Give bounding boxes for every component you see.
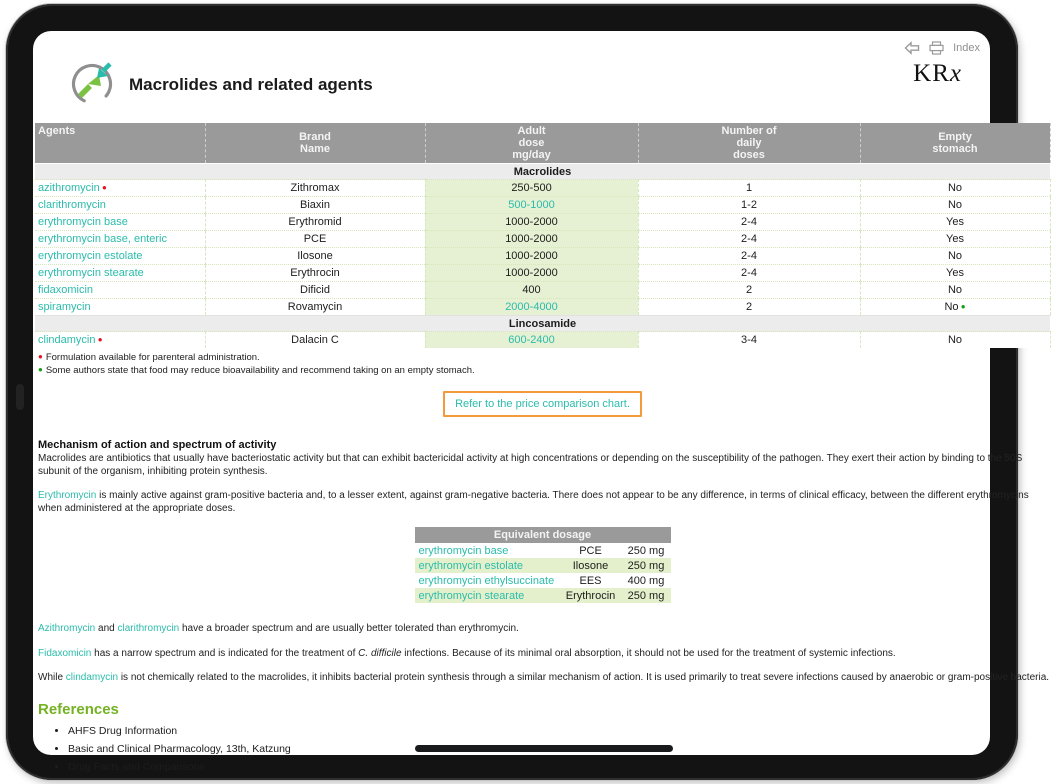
- table-row: [35, 299, 1050, 316]
- table-row: [35, 214, 1050, 231]
- camera-dot: [16, 384, 24, 410]
- index-link[interactable]: Index: [953, 42, 980, 54]
- agent-cell: [35, 265, 205, 282]
- daily-doses-cell: 2-4: [638, 265, 860, 282]
- dose-cell: 1000-2000: [425, 214, 638, 231]
- daily-doses-cell: 2: [638, 282, 860, 299]
- footnote-parenteral: ● Formulation available for parenteral administration.: [38, 352, 260, 363]
- empty-stomach-cell: No: [860, 332, 1050, 349]
- brand-cell: Erythromid: [205, 214, 425, 231]
- list-item: • AHFS Drug Information: [68, 725, 1050, 737]
- empty-stomach-cell: No: [860, 248, 1050, 265]
- dose-cell: 400: [425, 282, 638, 299]
- brand-cell: Dificid: [205, 282, 425, 299]
- drug-link[interactable]: Fidaxomicin: [38, 647, 92, 659]
- dose-cell: 1000-2000: [425, 265, 638, 282]
- back-icon[interactable]: [904, 41, 920, 55]
- red-dot-icon: ●: [38, 352, 43, 361]
- table-row: [415, 588, 671, 603]
- screen: [33, 31, 1050, 773]
- brand-logo: KRx: [913, 60, 962, 87]
- home-indicator[interactable]: [415, 745, 673, 752]
- table-row: [35, 248, 1050, 265]
- brand-cell: Erythrocin: [205, 265, 425, 282]
- main-content: [35, 123, 1050, 779]
- dose-link[interactable]: 2000-4000: [505, 301, 558, 313]
- parenteral-dot-icon: ●: [95, 335, 103, 344]
- section-label: Lincosamide: [35, 316, 1050, 332]
- drug-table: [35, 123, 1051, 348]
- list-item: • Drug Facts and Comparisons: [68, 761, 1050, 773]
- agent-link[interactable]: erythromycin base: [38, 216, 128, 228]
- page-title: Macrolides and related agents: [129, 75, 373, 94]
- fidaxomicin-paragraph: Fidaxomicin has a narrow spectrum and is indicated for the treatment of C. difficile infections. Because of its minimal oral absorption, it should not be used for the treatment of systemic infections.: [38, 647, 896, 659]
- dose-cell: 1000-2000: [425, 231, 638, 248]
- table-row: [35, 231, 1050, 248]
- agent-cell: [35, 180, 205, 197]
- dose-cell: [425, 332, 638, 349]
- mechanism-section: [35, 439, 1050, 515]
- daily-doses-cell: 2-4: [638, 231, 860, 248]
- agent-cell: [35, 231, 205, 248]
- eq-table-header: Equivalent dosage: [415, 527, 671, 543]
- mechanism-paragraph: Macrolides are antibiotics that usually have bacteriostatic activity but that can exhibit bactericidal activity at high concentrations or depending on the susceptibility of the pathogen. They exert their action by binding to the 50S subunit of the organism, inhibiting protein synthesis.: [38, 453, 1023, 477]
- dose-cell: 250 mg: [627, 544, 665, 557]
- clindamycin-paragraph: While clindamycin is not chemically related to the macrolides, it inhibits bacterial protein synthesis through a similar mechanism of action. It is used primarily to treat severe infections caused by anaerobic or gram-positive bacteria.: [38, 672, 1050, 683]
- footnotes: [38, 351, 1050, 377]
- agent-link[interactable]: clindamycin: [38, 334, 96, 346]
- agent-link[interactable]: erythromycin base: [418, 544, 509, 557]
- references-heading: References: [38, 700, 119, 718]
- col-daily-doses: Number of daily doses: [638, 123, 860, 164]
- table-row: [35, 332, 1050, 349]
- print-icon[interactable]: [929, 41, 944, 55]
- table-row: [35, 180, 1050, 197]
- table-row: [35, 282, 1050, 299]
- green-dot-icon: ●: [38, 365, 43, 374]
- drug-link[interactable]: Azithromycin: [38, 623, 96, 634]
- daily-doses-cell: 2: [638, 299, 860, 316]
- table-row: [35, 265, 1050, 282]
- agent-cell: [35, 299, 205, 316]
- empty-stomach-cell: No ●: [860, 299, 1050, 316]
- page-header: [69, 59, 373, 111]
- daily-doses-cell: 3-4: [638, 332, 860, 349]
- empty-stomach-cell: No: [860, 197, 1050, 214]
- agent-cell: [415, 558, 560, 573]
- dose-cell: [425, 197, 638, 214]
- empty-stomach-cell: Yes: [860, 214, 1050, 231]
- table-section-row: [35, 316, 1050, 332]
- references-section: [35, 701, 1050, 773]
- agent-cell: [415, 588, 560, 603]
- brand-cell: PCE: [205, 231, 425, 248]
- dose-cell: [425, 299, 638, 316]
- drug-link[interactable]: clarithromycin: [117, 623, 180, 634]
- empty-stomach-cell: Yes: [860, 231, 1050, 248]
- empty-stomach-cell: No: [860, 282, 1050, 299]
- parenteral-dot-icon: ●: [99, 183, 107, 192]
- agent-link[interactable]: clarithromycin: [38, 199, 106, 211]
- col-agents: Agents: [35, 123, 205, 164]
- daily-doses-cell: 1: [638, 180, 860, 197]
- dose-link[interactable]: 500-1000: [508, 199, 555, 211]
- agent-cell: [415, 573, 560, 588]
- agent-link[interactable]: azithromycin: [38, 182, 100, 194]
- agent-link[interactable]: erythromycin stearate: [418, 589, 525, 602]
- agent-link[interactable]: spiramycin: [38, 301, 91, 313]
- table-row: [35, 197, 1050, 214]
- agent-cell: [35, 214, 205, 231]
- toolbar: [904, 41, 980, 55]
- daily-doses-cell: 2-4: [638, 248, 860, 265]
- col-empty-stomach: Empty stomach: [860, 123, 1050, 164]
- agent-link[interactable]: erythromycin base, enteric: [38, 233, 167, 245]
- agent-cell: [35, 248, 205, 265]
- agent-cell: [35, 332, 205, 349]
- brand-cell: EES: [579, 574, 602, 587]
- equivalent-dosage-table: [415, 527, 671, 603]
- agent-link[interactable]: fidaxomicin: [38, 284, 94, 296]
- agent-cell: [35, 282, 205, 299]
- drug-link[interactable]: Erythromycin: [38, 490, 97, 501]
- section-label: Macrolides: [35, 164, 1050, 180]
- discussion-section: [35, 623, 1050, 685]
- agent-link[interactable]: erythromycin ethylsuccinate: [418, 574, 555, 587]
- agent-cell: [415, 543, 560, 558]
- list-item: • Basic and Clinical Pharmacology, 13th, Katzung: [68, 743, 1050, 755]
- mechanism-heading: Mechanism of action and spectrum of activity: [38, 439, 277, 451]
- table-row: [415, 573, 671, 588]
- brand-cell: PCE: [579, 544, 602, 557]
- dose-cell: 250 mg: [622, 558, 671, 573]
- agent-link[interactable]: erythromycin estolate: [418, 559, 524, 572]
- price-comparison-button[interactable]: Refer to the price comparison chart.: [443, 391, 642, 417]
- daily-doses-cell: 2-4: [638, 214, 860, 231]
- brand-cell: Ilosone: [560, 558, 622, 573]
- col-brand-name: Brand Name: [205, 123, 425, 164]
- table-row: [415, 543, 671, 558]
- col-adult-dose: Adult dose mg/day: [425, 123, 638, 164]
- dose-link[interactable]: 600-2400: [508, 334, 555, 346]
- agent-link[interactable]: erythromycin estolate: [38, 250, 143, 262]
- dose-cell: 400 mg: [627, 574, 665, 587]
- erythromycin-paragraph: Erythromycin is mainly active against gram-positive bacteria and, to a lesser extent, against gram-negative bacteria. There does not appear to be any difference, in terms of clinical efficacy, between the different erythromycins when administered at the appropriate doses.: [38, 490, 1029, 514]
- table-header-row: [35, 123, 1050, 164]
- agent-link[interactable]: erythromycin stearate: [38, 267, 144, 279]
- table-row: [415, 558, 671, 573]
- brand-cell: Rovamycin: [205, 299, 425, 316]
- daily-doses-cell: 1-2: [638, 197, 860, 214]
- drug-link[interactable]: clindamycin: [65, 672, 119, 683]
- dose-cell: 1000-2000: [425, 248, 638, 265]
- brand-cell: Erythrocin: [560, 588, 622, 603]
- empty-stomach-cell: Yes: [860, 265, 1050, 282]
- brand-cell: Ilosone: [205, 248, 425, 265]
- empty-stomach-cell: No: [860, 180, 1050, 197]
- agent-cell: [35, 197, 205, 214]
- dose-cell: 250-500: [425, 180, 638, 197]
- app-logo-icon: [69, 59, 116, 111]
- brand-cell: Biaxin: [205, 197, 425, 214]
- brand-cell: Dalacin C: [205, 332, 425, 349]
- brand-cell: Zithromax: [205, 180, 425, 197]
- dose-cell: 250 mg: [622, 588, 671, 603]
- eq-table-body: [415, 543, 671, 603]
- main-table-body: [35, 164, 1050, 349]
- footnote-food: ● Some authors state that food may reduce bioavailability and recommend taking on an empty stomach.: [38, 365, 475, 376]
- food-note-dot-icon: ●: [958, 302, 966, 311]
- tablet-frame: [6, 4, 1050, 780]
- azithromycin-paragraph: Azithromycin and clarithromycin have a broader spectrum and are usually better tolerated than erythromycin.: [38, 623, 519, 634]
- table-section-row: [35, 164, 1050, 180]
